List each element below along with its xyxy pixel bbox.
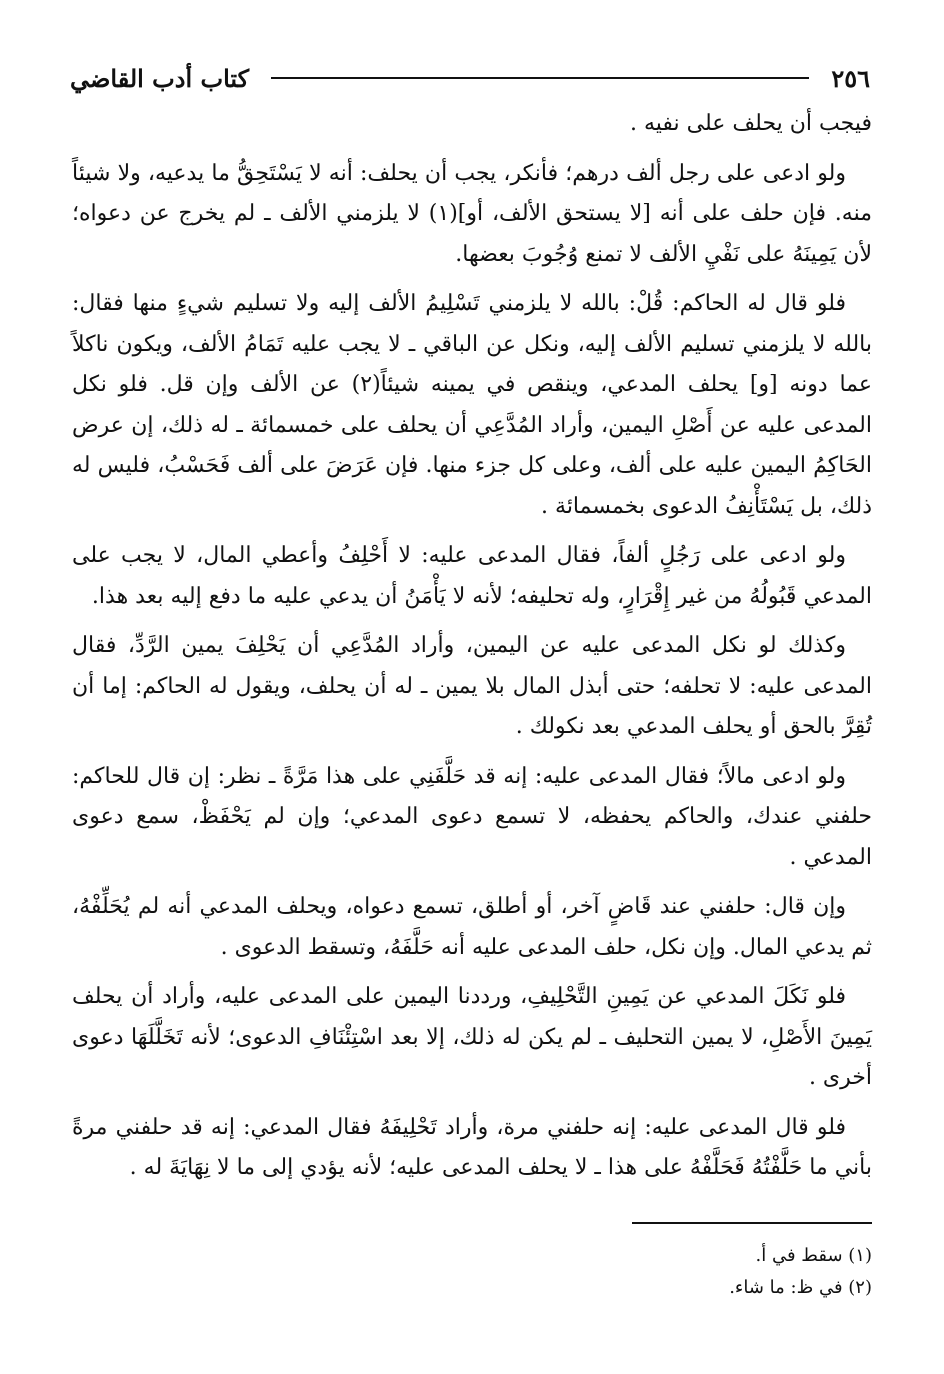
- page-header: [70, 58, 870, 98]
- footnote-rule: [632, 1222, 872, 1224]
- body-text: [72, 104, 872, 1198]
- paragraph: فلو نَكَلَ المدعي عن يَمِينِ التَّحْلِيفِ، ورددنا اليمين على المدعى عليه، وأراد أن يحلف يَمِينَ الأَصْلِ، لا يمين التحليف ـ لم يكن له ذلك، إلا بعد اسْتِئْنَافِ الدعوى؛ لأنه تَخَلَّلَهَا دعوى أخرى .: [72, 984, 872, 1090]
- paragraph: فلو قال له الحاكم: قُلْ: بالله لا يلزمني تَسْلِيمُ الألف إليه ولا تسليم شيءٍ منها فقال: بالله لا يلزمني تسليم الألف إليه، ونكل عن الباقي ـ لا يجب عليه تَمَامُ الألف، ويكون ناكلاً عما دونه [و] يحلف المدعي، وينقص في يمينه شيئاً(٢) عن الألف وإن قل. فلو نكل المدعى عليه عن أَصْلِ اليمين، وأراد المُدَّعِي أن يحلف على خمسمائة ـ له ذلك، إن عرض الحَاكِمُ اليمين عليه على ألف، وعلى كل جزء منها. فإن عَرَضَ على ألف فَحَسْبُ، فليس له ذلك، بل يَسْتَأْنِفُ الدعوى بخمسمائة .: [72, 291, 872, 519]
- paragraph: فيجب أن يحلف على نفيه .: [630, 111, 872, 136]
- paragraph: ولو ادعى على رجل ألف درهم؛ فأنكر، يجب أن يحلف: أنه لا يَسْتَحِقُّ ما يدعيه، ولا شيئاً منه. فإن حلف على أنه [لا يستحق الألف، أو](١) لا يلزمني الألف ـ لم يخرج عن دعواه؛ لأن يَمِينَهُ على نَفْيِ الألف لا تمنع وُجُوبَ بعضها.: [72, 160, 873, 267]
- paragraph: فلو قال المدعى عليه: إنه حلفني مرة، وأراد تَحْلِيفَهُ فقال المدعي: إنه قد حلفني مرةً بأني ما حَلَّفْتُهُ فَحَلَّفْهُ على هذا ـ لا يحلف المدعى عليه؛ لأنه يؤدي إلى ما لا نِهَايَةَ له .: [72, 1114, 872, 1180]
- paragraph: ولو ادعى على رَجُلٍ ألفاً، فقال المدعى عليه: لا أَحْلِفُ وأعطي المال، لا يجب على المدعي قَبُولُهُ من غير إِقْرَارٍ، وله تحليفه؛ لأنه لا يَأْمَنُ أن يدعي عليه ما دفع إليه بعد هذا.: [72, 543, 872, 609]
- footnote: (١) سقط في أ.: [755, 1245, 872, 1266]
- running-title: كتاب أدب القاضي: [70, 63, 250, 93]
- header-rule: [271, 77, 809, 79]
- footnote: (٢) في ظ: ما شاء.: [729, 1277, 872, 1298]
- paragraph: وإن قال: حلفني عند قَاضٍ آخر، أو أطلق، تسمع دعواه، ويحلف المدعي أنه لم يُحَلِّفْهُ، ثم يدعي المال. وإن نكل، حلف المدعى عليه أنه حَلَّفَهُ، وتسقط الدعوى .: [72, 894, 872, 960]
- paragraph: وكذلك لو نكل المدعى عليه عن اليمين، وأراد المُدَّعِي أن يَحْلِفَ يمين الرَّدِّ، فقال المدعى عليه: لا تحلفه؛ حتى أبذل المال بلا يمين ـ له أن يحلف، ويقول له الحاكم: إما أن تُقِرَّ بالحق أو يحلف المدعي بعد نكولك .: [72, 633, 872, 739]
- paragraph: ولو ادعى مالاً؛ فقال المدعى عليه: إنه قد حَلَّفَنِي على هذا مَرَّةً ـ نظر: إن قال للحاكم: حلفني عندك، والحاكم يحفظه، لا تسمع دعوى المدعي؛ وإن لم يَحْفَظْ، سمع دعوى المدعي .: [72, 763, 872, 870]
- page-number: ٢٥٦: [831, 63, 870, 93]
- footnotes: [372, 1240, 872, 1304]
